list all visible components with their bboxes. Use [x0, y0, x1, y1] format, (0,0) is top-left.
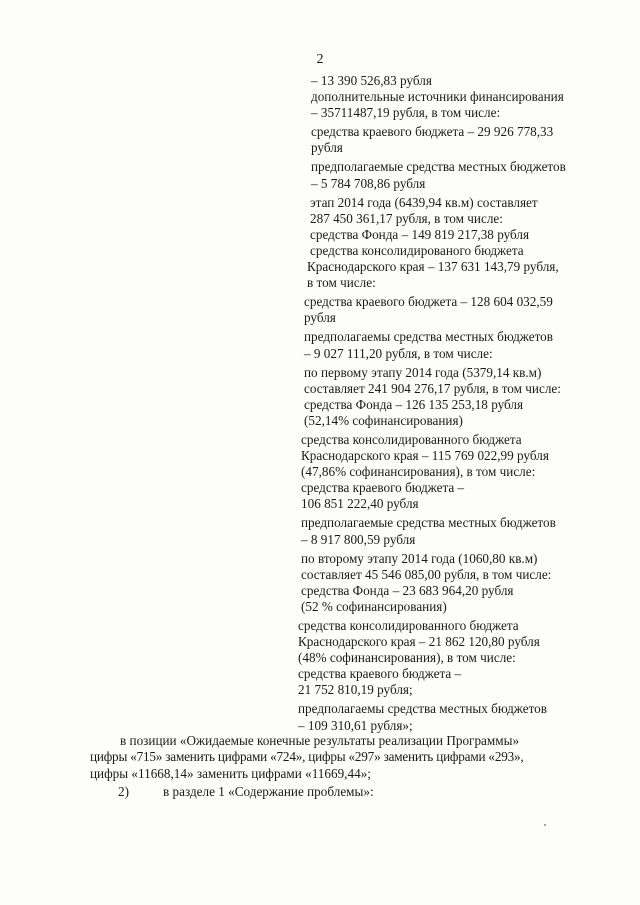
financing-line: (47,86% софинансирования), в том числе:: [301, 464, 536, 480]
financing-line: средства консолидированного бюджета: [301, 431, 522, 447]
paragraph-line: цифры «715» заменить цифрами «724», цифры «297» заменить цифрами «293»,: [90, 749, 524, 765]
financing-line: Краснодарского края – 115 769 022,99 рубля: [301, 448, 549, 464]
financing-line: дополнительные источники финансирования: [311, 89, 564, 105]
financing-line: этап 2014 года (6439,94 кв.м) составляет: [310, 194, 538, 210]
financing-line: 21 752 810,19 рубля;: [298, 682, 413, 698]
list-item-number: 2): [118, 784, 129, 799]
financing-line: в том числе:: [307, 275, 376, 291]
financing-line: предполагаемые средства местных бюджетов: [301, 515, 556, 531]
financing-line: рубля: [311, 140, 343, 156]
financing-line: средства краевого бюджета –: [298, 666, 462, 682]
financing-line: средства краевого бюджета – 29 926 778,33: [311, 124, 554, 140]
financing-line: 287 450 361,17 рубля, в том числе:: [310, 210, 503, 226]
financing-line: средства краевого бюджета –: [301, 480, 465, 496]
list-item-2: [90, 784, 374, 800]
amendment-paragraph: [90, 733, 590, 782]
financing-line: – 5 784 708,86 рубля: [311, 175, 426, 191]
financing-details-column: [296, 73, 606, 734]
financing-line: – 8 917 800,59 рубля: [301, 531, 416, 547]
financing-line: (48% софинансирования), в том числе:: [298, 650, 516, 666]
page-number: 2: [316, 52, 324, 67]
financing-line: по второму этапу 2014 года (1060,80 кв.м): [301, 550, 538, 566]
paragraph-line: цифры «11668,14» заменить цифрами «11669,44»;: [90, 765, 371, 781]
financing-line: (52,14% софинансирования): [304, 412, 463, 428]
financing-line: – 35711487,19 рубля, в том числе:: [311, 105, 501, 121]
financing-line: Краснодарского края – 137 631 143,79 рубля,: [307, 259, 559, 275]
financing-line: Краснодарского края – 21 862 120,80 рубля: [298, 634, 540, 650]
list-item-text: в разделе 1 «Содержание проблемы»:: [163, 784, 374, 799]
financing-line: средства консолидированного бюджета: [298, 618, 519, 633]
paragraph-line: в позиции «Ожидаемые конечные результаты реализации Программы»: [120, 733, 520, 748]
financing-line: – 109 310,61 рубля»;: [298, 717, 413, 733]
financing-line: (52 % софинансирования): [301, 598, 447, 614]
financing-line: средства консолидированого бюджета: [310, 242, 524, 258]
financing-line: средства Фонда – 126 135 253,18 рубля: [304, 396, 524, 412]
financing-line: предполагаемы средства местных бюджетов: [304, 329, 553, 345]
financing-line: 106 851 222,40 рубля: [301, 496, 419, 512]
financing-line: – 9 027 111,20 рубля, в том числе:: [304, 345, 493, 361]
financing-line: – 13 390 526,83 рубля: [311, 73, 432, 88]
financing-line: рубля: [304, 310, 336, 326]
financing-line: составляет 241 904 276,17 рубля, в том числе:: [304, 380, 561, 396]
financing-line: средства Фонда – 23 683 964,20 рубля: [301, 582, 514, 598]
financing-line: предполагаемы средства местных бюджетов: [298, 701, 547, 717]
financing-line: средства Фонда – 149 819 217,38 рубля: [310, 226, 530, 242]
financing-line: по первому этапу 2014 года (5379,14 кв.м): [304, 364, 542, 380]
scan-speck: [544, 824, 546, 826]
financing-line: средства краевого бюджета – 128 604 032,59: [304, 294, 553, 310]
financing-line: предполагаемые средства местных бюджетов: [311, 159, 566, 175]
financing-line: составляет 45 546 085,00 рубля, в том числе:: [301, 566, 552, 582]
